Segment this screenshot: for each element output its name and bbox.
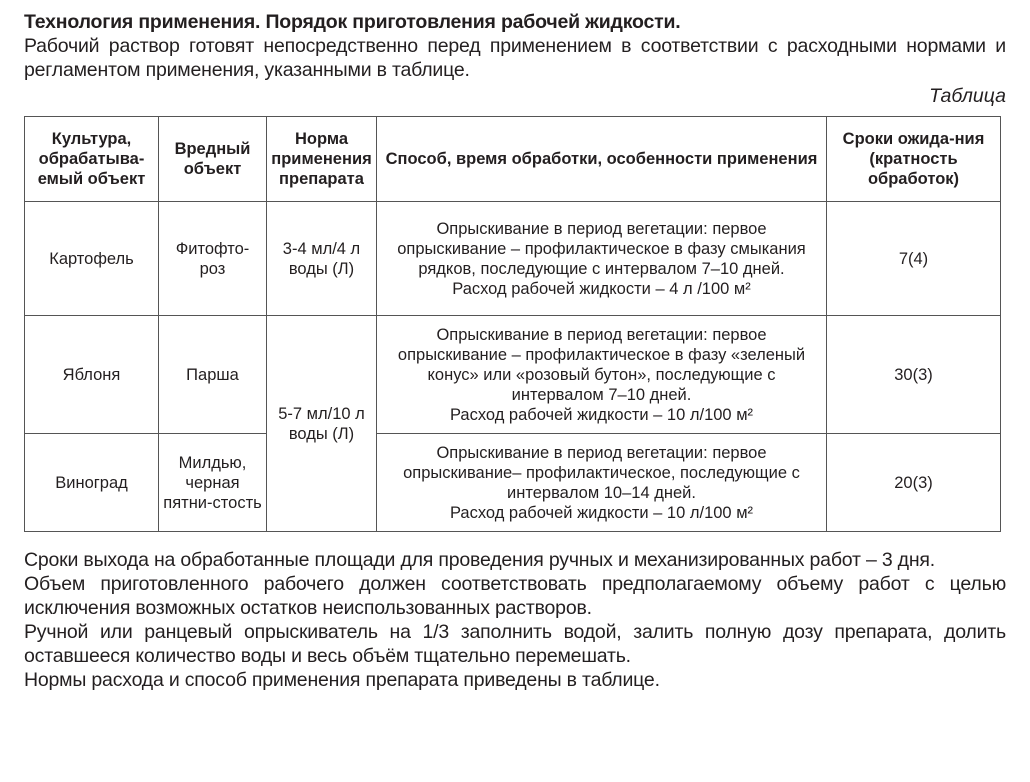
section-heading: Технология применения. Порядок приготовления рабочей жидкости.: [24, 11, 681, 33]
table-row: [25, 202, 1001, 316]
method-text: Опрыскивание в период вегетации: первое опрыскивание– профилактическое, последующие с интервалом 10–14 дней.: [403, 443, 800, 502]
table-row: [25, 316, 1001, 434]
document-page: [24, 10, 1006, 692]
cell-method: [377, 316, 827, 434]
intro-paragraph: Рабочий раствор готовят непосредственно перед применением в соответствии с расходными нормами и регламентом применения, указанными в таблице.: [24, 35, 1006, 81]
header-rate: Норма применения препарата: [267, 117, 377, 202]
notes-section: [24, 548, 1006, 692]
header-pest: Вредный объект: [159, 117, 267, 202]
cell-method: [377, 202, 827, 316]
note-paragraph: Объем приготовленного рабочего должен соответствовать предполагаемому объему работ с целью исключения возможных остатков неиспользованных растворов.: [24, 573, 1006, 619]
consumption-text: Расход рабочей жидкости – 4 л /100 м²: [452, 279, 751, 298]
cell-rate: 5-7 мл/10 л воды (Л): [267, 316, 377, 532]
method-text: Опрыскивание в период вегетации: первое опрыскивание – профилактическое в фазу смыкания рядков, последующие с интервалом 7–10 дней.: [397, 219, 806, 278]
header-method: Способ, время обработки, особенности применения: [377, 117, 827, 202]
cell-waiting: 20(3): [827, 434, 1001, 532]
method-text: Опрыскивание в период вегетации: первое опрыскивание – профилактическое в фазу «зеленый конус» или «розовый бутон», последующие с интервалом 7–10 дней.: [397, 325, 806, 404]
treatment-table: [24, 116, 1001, 532]
note-paragraph: Ручной или ранцевый опрыскиватель на 1/3 заполнить водой, залить полную дозу препарата, долить оставшееся количество воды и весь объём тщательно перемешать.: [24, 621, 1006, 667]
consumption-text: Расход рабочей жидкости – 10 л/100 м²: [449, 405, 754, 424]
cell-rate: 3-4 мл/4 л воды (Л): [267, 202, 377, 316]
consumption-text: Расход рабочей жидкости – 10 л/100 м²: [449, 503, 754, 522]
cell-crop: Картофель: [25, 202, 159, 316]
cell-waiting: 7(4): [827, 202, 1001, 316]
cell-pest: Милдью, черная пятни-стость: [159, 434, 267, 532]
cell-pest: Парша: [159, 316, 267, 434]
cell-method: [377, 434, 827, 532]
table-header-row: [25, 117, 1001, 202]
cell-waiting: 30(3): [827, 316, 1001, 434]
note-paragraph: Сроки выхода на обработанные площади для проведения ручных и механизированных работ – 3 дня.: [24, 549, 936, 571]
cell-crop: Яблоня: [25, 316, 159, 434]
table-row: [25, 434, 1001, 532]
header-waiting: Сроки ожида-ния (кратность обработок): [827, 117, 1001, 202]
cell-pest: Фитофто-роз: [159, 202, 267, 316]
note-paragraph: Нормы расхода и способ применения препарата приведены в таблице.: [24, 669, 660, 691]
table-caption: Таблица: [929, 85, 1006, 107]
header-crop: Культура, обрабатыва-емый объект: [25, 117, 159, 202]
cell-crop: Виноград: [25, 434, 159, 532]
